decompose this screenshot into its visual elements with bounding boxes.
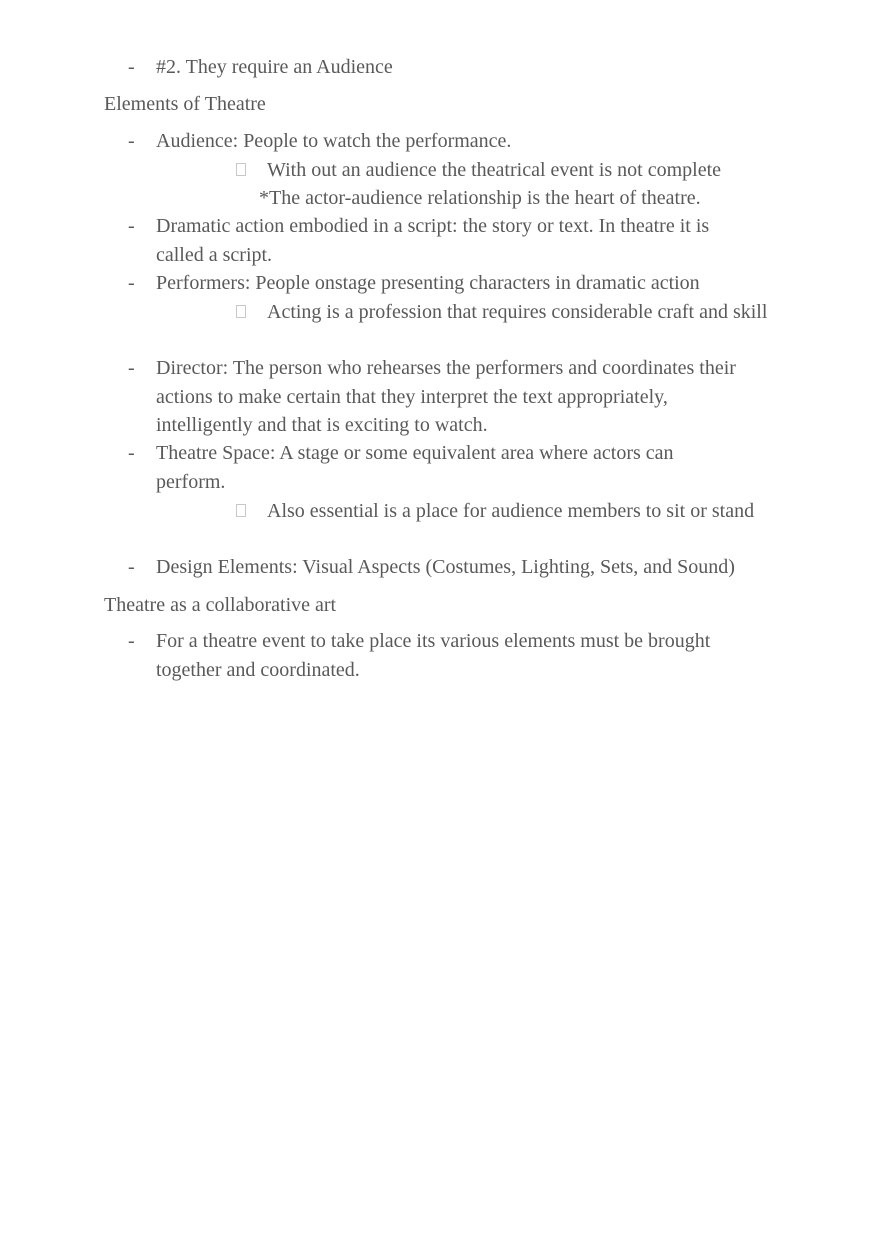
bullet-dash: - xyxy=(128,56,135,78)
list-item-theatre-space: Theatre Space: A stage or some equivalent area where actors can perform. xyxy=(156,442,674,493)
sub-item-performers: Acting is a profession that requires considerable craft and skill xyxy=(267,301,768,323)
list-item-dramatic-action: Dramatic action embodied in a script: the story or text. In theatre it is called a script. xyxy=(156,215,710,266)
list-item-performers: Performers: People onstage presenting characters in dramatic action xyxy=(156,272,700,294)
list-item-collaboration: For a theatre event to take place its various elements must be brought together and coordinated. xyxy=(156,630,711,681)
missing-glyph-bullet-icon xyxy=(236,504,246,517)
sub-item-audience-note: *The actor-audience relationship is the heart of theatre. xyxy=(259,187,701,209)
sub-item-audience: With out an audience the theatrical event is not complete xyxy=(267,159,722,181)
sub-item-theatre-space: Also essential is a place for audience members to sit or stand xyxy=(267,500,755,522)
list-item-top: #2. They require an Audience xyxy=(156,56,393,78)
section-heading-elements: Elements of Theatre xyxy=(104,93,266,115)
section-heading-collaborative: Theatre as a collaborative art xyxy=(104,594,337,616)
bullet-dash: - xyxy=(128,442,135,464)
bullet-dash: - xyxy=(128,630,135,652)
list-item-director: Director: The person who rehearses the performers and coordinates their actions to make certain that they interpret the text appropriately, intelligently and that is exciting to watch. xyxy=(156,357,736,437)
bullet-dash: - xyxy=(128,215,135,237)
list-item-design-elements: Design Elements: Visual Aspects (Costumes, Lighting, Sets, and Sound) xyxy=(156,556,735,578)
bullet-dash: - xyxy=(128,272,135,294)
missing-glyph-bullet-icon xyxy=(236,305,246,318)
bullet-dash: - xyxy=(128,130,135,152)
missing-glyph-bullet-icon xyxy=(236,163,246,176)
bullet-dash: - xyxy=(128,556,135,578)
list-item-audience: Audience: People to watch the performance. xyxy=(156,130,512,152)
bullet-dash: - xyxy=(128,357,135,379)
